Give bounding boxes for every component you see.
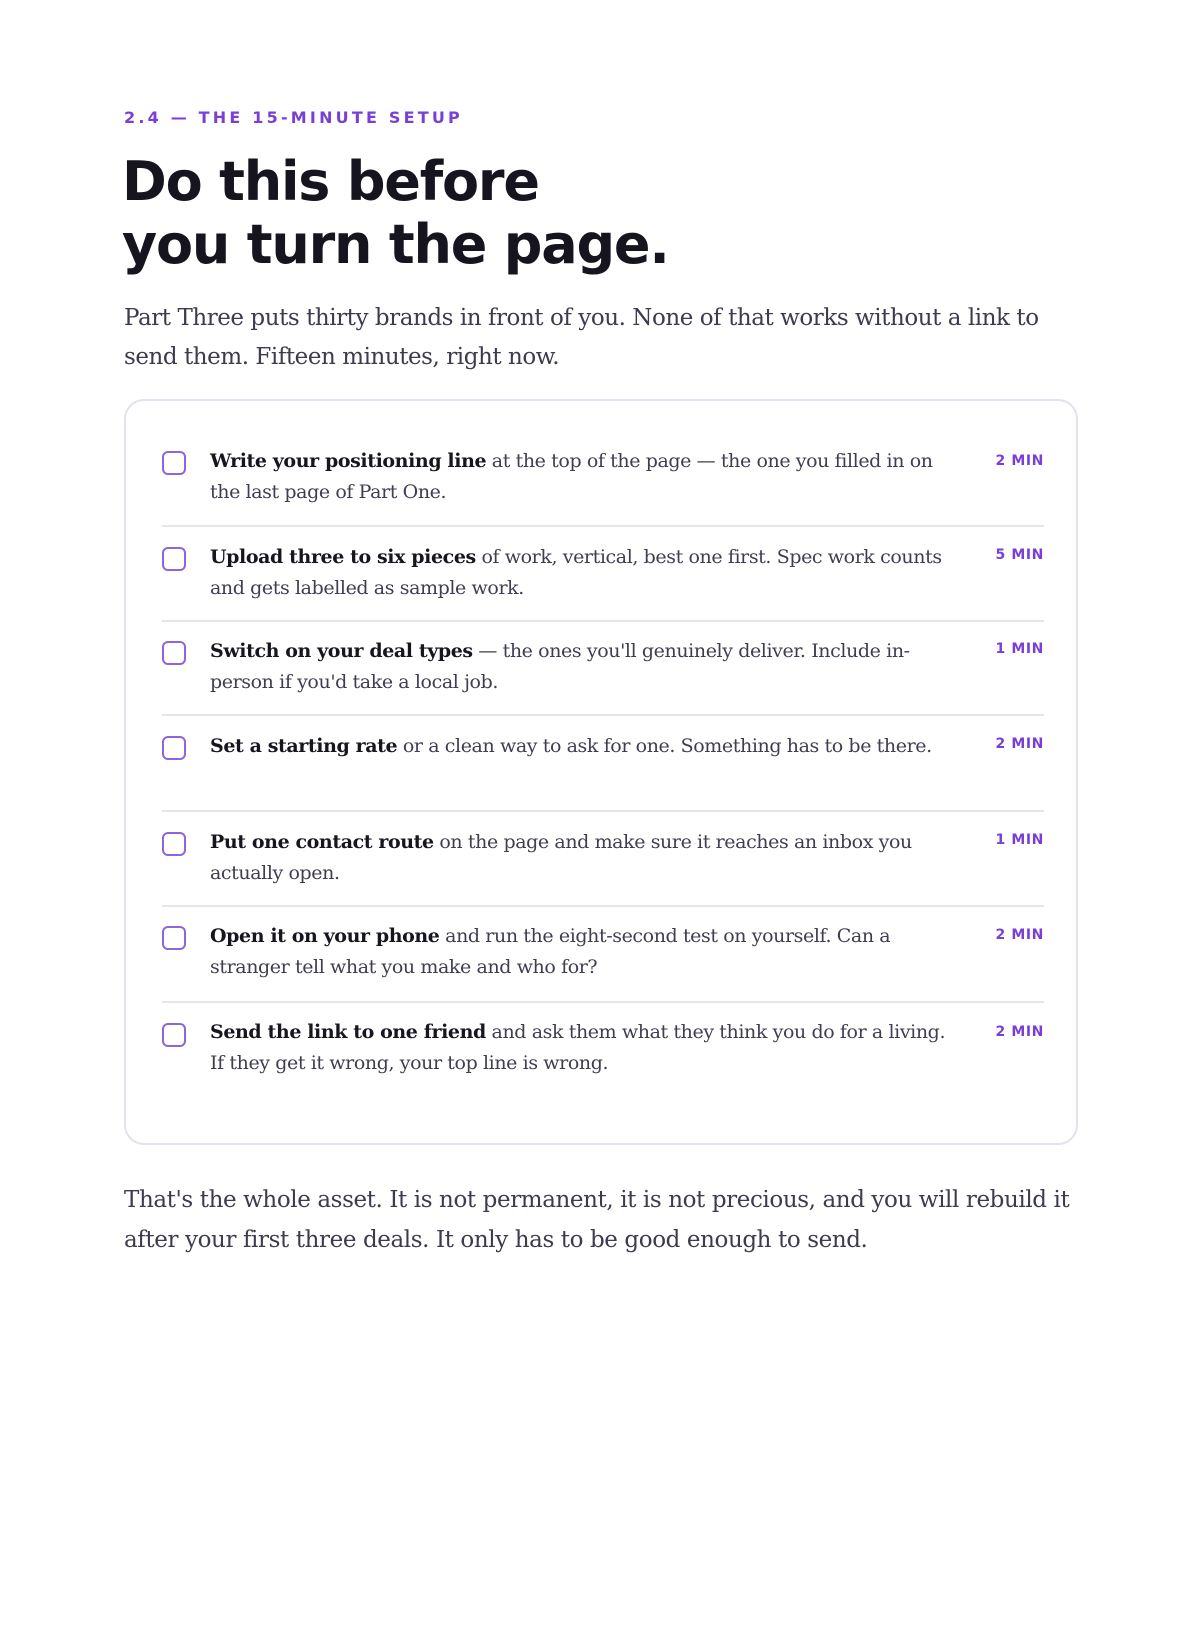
- duration-badge: 2 MIN: [995, 1024, 1044, 1040]
- checklist-item: [162, 812, 1044, 907]
- checkbox[interactable]: [162, 547, 186, 571]
- checklist-item-title: Put one contact route: [210, 831, 434, 853]
- checkbox[interactable]: [162, 451, 186, 475]
- checklist-item-title: Write your positioning line: [210, 450, 487, 472]
- checkbox[interactable]: [162, 641, 186, 665]
- checklist-item: [162, 907, 1044, 1003]
- checkbox[interactable]: [162, 832, 186, 856]
- checklist-item-text: [210, 636, 952, 698]
- checklist-item-title: Upload three to six pieces: [210, 546, 476, 568]
- checklist-item-text: [210, 446, 952, 508]
- checklist-item-text: [210, 827, 952, 889]
- checklist-item-title: Send the link to one friend: [210, 1021, 486, 1043]
- checklist-item-description: or a clean way to ask for one. Something has to be there.: [397, 735, 932, 757]
- checklist-item-description: on the page and make sure it reaches an inbox you actually open.: [210, 831, 912, 884]
- checklist-item: [162, 716, 1044, 812]
- checklist-item-description: at the top of the page — the one you filled in on the last page of Part One.: [210, 450, 933, 503]
- checklist-item: [162, 431, 1044, 527]
- page-title-line-1: Do this before: [122, 150, 539, 213]
- checklist-item-description: — the ones you'll genuinely deliver. Include in-person if you'd take a local job.: [210, 640, 910, 693]
- checklist-item-text: [210, 542, 952, 604]
- checklist-item: [162, 527, 1044, 622]
- checklist-item: [162, 1003, 1044, 1103]
- duration-badge: 1 MIN: [995, 832, 1044, 848]
- checklist-item-title: Switch on your deal types: [210, 640, 473, 662]
- duration-badge: 2 MIN: [995, 927, 1044, 943]
- duration-badge: 2 MIN: [995, 736, 1044, 752]
- checklist-item: [162, 622, 1044, 716]
- page-title-line-2: you turn the page.: [122, 213, 669, 276]
- closing-paragraph: That's the whole asset. It is not permanent, it is not precious, and you will rebuild it after your first three deals. It only has to be good enough to send.: [124, 1187, 1070, 1253]
- checklist-item-description: of work, vertical, best one first. Spec work counts and gets labelled as sample work.: [210, 546, 942, 599]
- checklist-item-title: Set a starting rate: [210, 735, 398, 757]
- checkbox[interactable]: [162, 736, 186, 760]
- checklist-item-title: Open it on your phone: [210, 925, 440, 947]
- setup-checklist: [124, 399, 1078, 1145]
- duration-badge: 1 MIN: [995, 641, 1044, 657]
- checklist-item-description: and ask them what they think you do for a living. If they get it wrong, your top line is wrong.: [210, 1021, 946, 1074]
- page-title: [122, 150, 669, 276]
- intro-paragraph: Part Three puts thirty brands in front of you. None of that works without a link to send them. Fifteen minutes, right now.: [124, 305, 1039, 370]
- checklist-item-text: [210, 1017, 952, 1079]
- section-label: 2.4 — THE 15-MINUTE SETUP: [124, 108, 463, 127]
- checklist-item-text: [210, 921, 952, 983]
- duration-badge: 5 MIN: [995, 547, 1044, 563]
- checkbox[interactable]: [162, 926, 186, 950]
- checklist-item-text: [210, 731, 952, 762]
- duration-badge: 2 MIN: [995, 453, 1044, 469]
- checklist-item-description: and run the eight-second test on yourself. Can a stranger tell what you make and who for?: [210, 925, 891, 978]
- checkbox[interactable]: [162, 1023, 186, 1047]
